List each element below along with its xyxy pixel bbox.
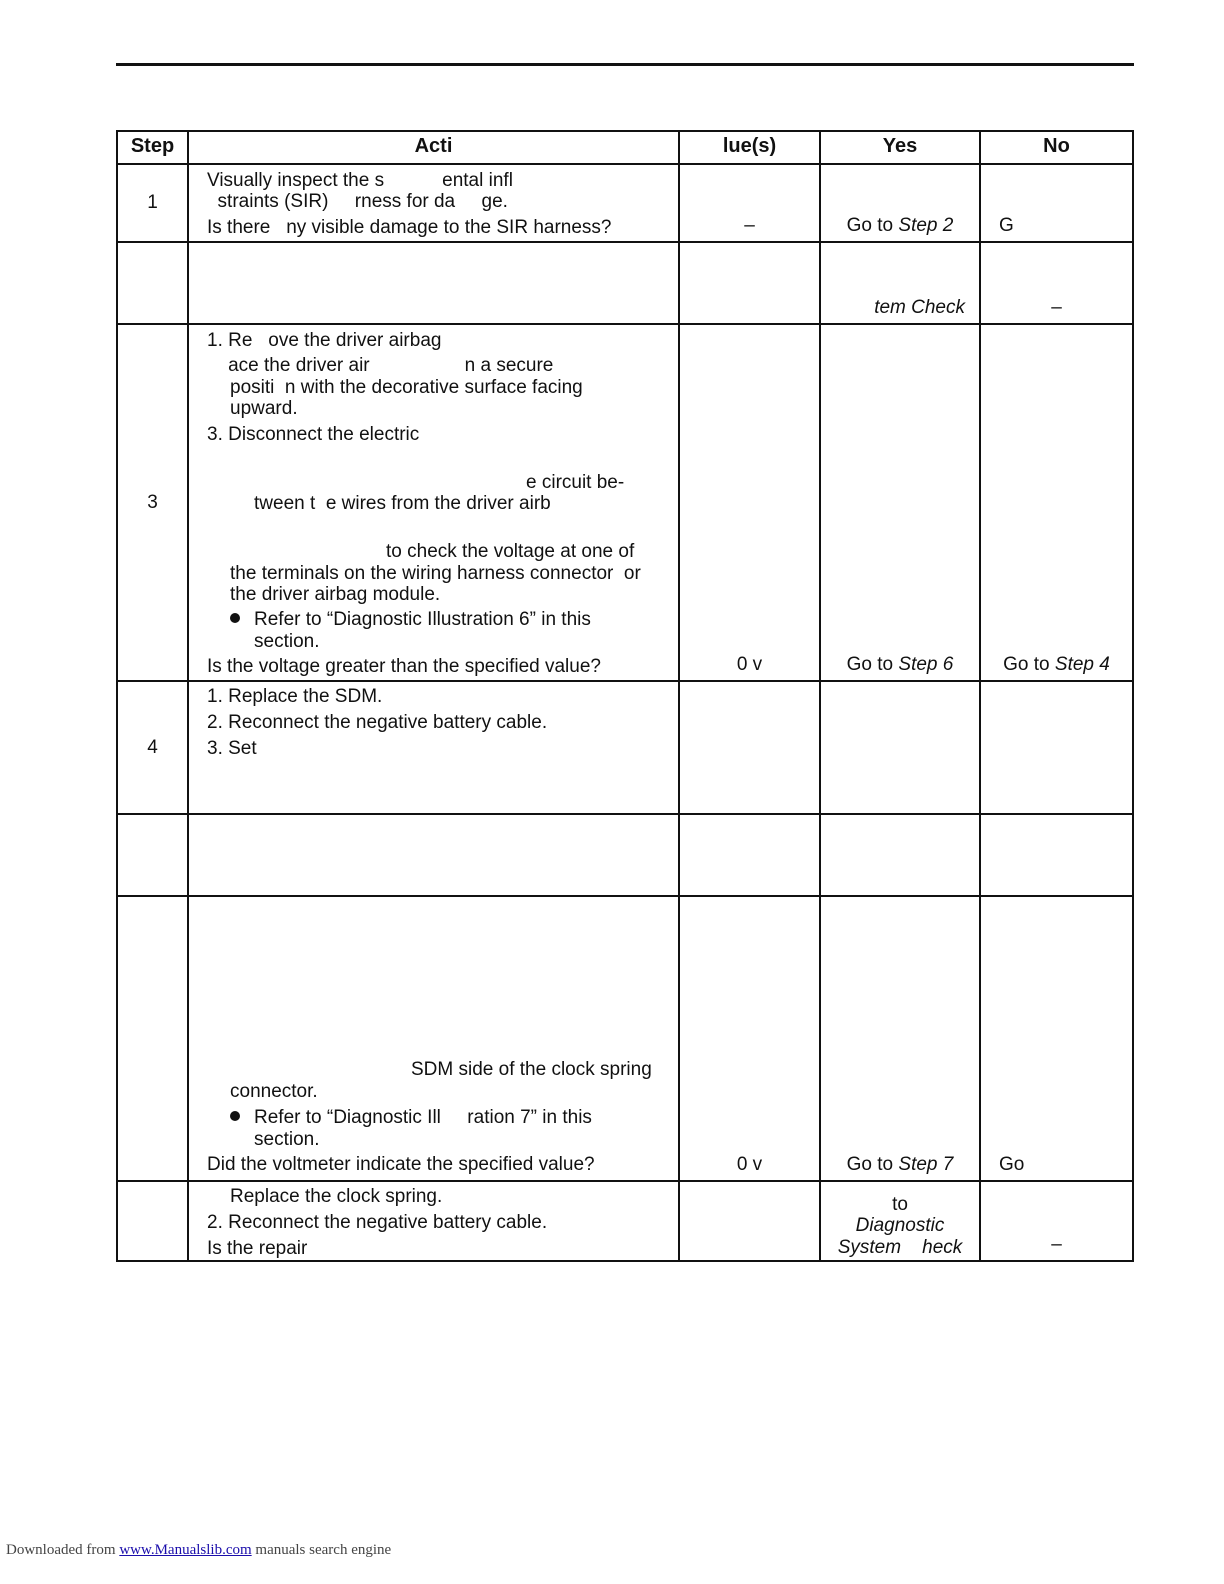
step-number: 4 <box>147 736 158 758</box>
value-text: 0 v <box>736 1154 763 1175</box>
value-text: – <box>744 215 755 236</box>
table-row <box>118 163 1132 241</box>
action-line: the driver airbag module. <box>230 584 441 605</box>
action-question: Did the voltmeter indicate the specified value? <box>207 1154 595 1175</box>
table-row <box>118 813 1132 895</box>
no-result: – <box>1051 297 1062 318</box>
value-text: 0 v <box>736 654 763 675</box>
table-row <box>118 1180 1132 1260</box>
action-line: 1. Re ove the driver airbag <box>207 330 442 351</box>
action-line: connector. <box>230 1081 318 1102</box>
action-line: 2. Reconnect the negative battery cable. <box>207 1212 548 1233</box>
no-result: Go <box>999 1154 1025 1175</box>
bullet-icon <box>230 613 240 623</box>
footer-prefix: Downloaded from <box>6 1542 120 1558</box>
action-question: Is the repair <box>207 1238 308 1259</box>
bullet-line: Refer to “Diagnostic Illustration 6” in this <box>230 609 591 631</box>
diagnostic-table <box>116 130 1134 1262</box>
download-footer <box>6 1542 391 1559</box>
table-header <box>118 132 1132 163</box>
action-line: straints (SIR) rness for da ge. <box>207 191 508 212</box>
action-question: Is the voltage greater than the specified value? <box>207 656 601 677</box>
yes-result-line: Diagnostic <box>855 1215 945 1236</box>
table-row <box>118 323 1132 680</box>
action-line: 2. Reconnect the negative battery cable. <box>207 712 548 733</box>
yes-result-line: to <box>892 1194 908 1215</box>
action-line: SDM side of the clock spring <box>411 1059 652 1080</box>
action-line: upward. <box>230 398 298 419</box>
action-line: e circuit be- <box>526 472 625 493</box>
yes-result: tem Check <box>874 297 965 318</box>
step-number: 1 <box>147 192 158 213</box>
action-line: section. <box>254 1129 320 1150</box>
action-question: Is there ny visible damage to the SIR harness? <box>207 217 612 238</box>
action-line: 3. Set <box>207 738 257 759</box>
action-line: 1. Replace the SDM. <box>207 686 383 707</box>
table-row <box>118 680 1132 813</box>
no-result: – <box>1051 1234 1062 1255</box>
step-number: 3 <box>147 491 158 513</box>
action-line: ace the driver air n a secure <box>207 355 554 376</box>
action-line: to check the voltage at one of <box>386 541 635 562</box>
action-line: 3. Disconnect the electric <box>207 424 420 445</box>
yes-result-line: System heck <box>837 1237 963 1258</box>
top-rule <box>116 63 1134 66</box>
header-step: Step <box>118 132 189 163</box>
table-row <box>118 241 1132 323</box>
action-line: section. <box>254 631 320 652</box>
no-result: G <box>999 215 1014 236</box>
action-line: the terminals on the wiring harness connector or <box>230 563 641 584</box>
header-values: lue(s) <box>680 132 821 163</box>
bullet-line: Refer to “Diagnostic Ill ration 7” in this <box>230 1107 592 1129</box>
action-line: tween t e wires from the driver airb <box>254 493 551 514</box>
action-line: Visually inspect the s ental infl <box>207 170 513 191</box>
header-action: Acti <box>189 132 680 163</box>
bullet-icon <box>230 1111 240 1121</box>
header-no: No <box>1043 135 1070 157</box>
yes-result: Go to Step 2 <box>846 215 954 236</box>
footer-suffix: manuals search engine <box>251 1542 392 1558</box>
manualslib-link[interactable]: www.Manualslib.com <box>119 1542 252 1558</box>
no-result: Go to Step 4 <box>1003 654 1110 675</box>
yes-result: Go to Step 6 <box>846 654 954 675</box>
table-row <box>118 895 1132 1180</box>
yes-result: Go to Step 7 <box>846 1154 954 1175</box>
header-yes: Yes <box>821 132 981 163</box>
action-line: Replace the clock spring. <box>230 1186 443 1207</box>
action-line: positi n with the decorative surface facing <box>230 377 583 398</box>
